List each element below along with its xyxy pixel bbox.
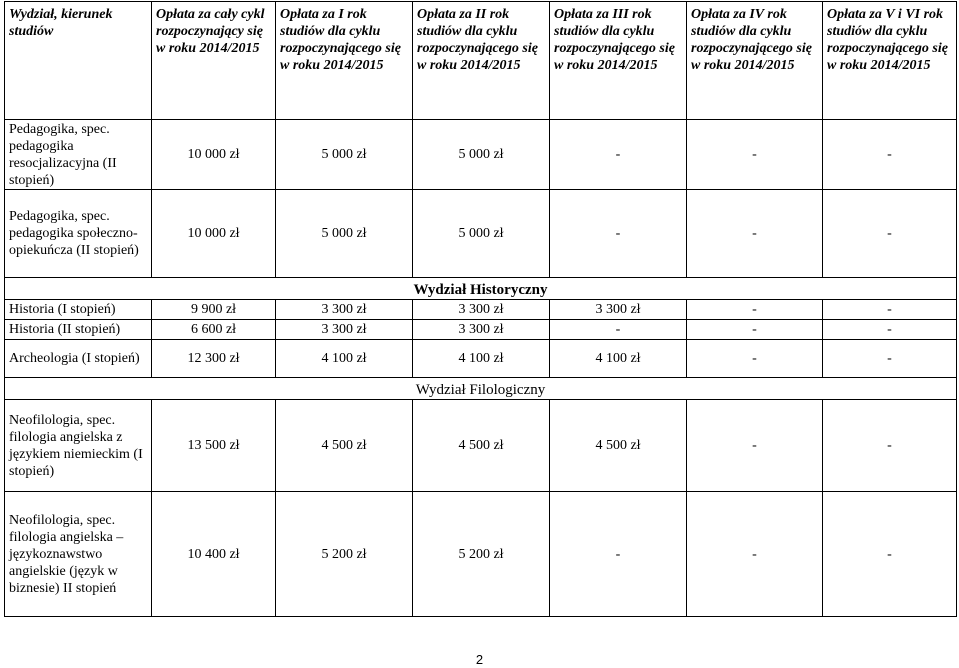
year2-fee: 5 000 zł [413, 120, 550, 190]
year1-fee: 3 300 zł [276, 300, 413, 320]
year5-6-fee: - [823, 400, 957, 492]
year1-fee: 5 000 zł [276, 120, 413, 190]
header-cell-total: Opłata za cały cykl rozpoczynający się w roku 2014/2015 [152, 2, 276, 120]
faculty-row [5, 278, 957, 300]
year3-fee: - [550, 320, 687, 340]
year2-fee: 4 100 zł [413, 340, 550, 378]
page-number: 2 [475, 652, 484, 667]
year4-fee: - [687, 320, 823, 340]
total-fee: 10 400 zł [152, 492, 276, 617]
faculty-row [5, 378, 957, 400]
table-row [5, 320, 957, 340]
fees-table [4, 1, 957, 617]
year2-fee: 4 500 zł [413, 400, 550, 492]
year1-fee: 5 200 zł [276, 492, 413, 617]
total-fee: 10 000 zł [152, 190, 276, 278]
year1-fee: 3 300 zł [276, 320, 413, 340]
table-row [5, 400, 957, 492]
program-name: Pedagogika, spec. pedagogika resocjalizacyjna (II stopień) [5, 120, 152, 190]
year3-fee: 4 100 zł [550, 340, 687, 378]
header-cell-year5-6: Opłata za V i VI rok studiów dla cyklu rozpoczynającego się w roku 2014/2015 [823, 2, 957, 120]
header-row [5, 2, 957, 120]
program-name: Historia (II stopień) [5, 320, 152, 340]
year1-fee: 4 100 zł [276, 340, 413, 378]
header-cell-year2: Opłata za II rok studiów dla cyklu rozpoczynającego się w roku 2014/2015 [413, 2, 550, 120]
year4-fee: - [687, 492, 823, 617]
year3-fee: - [550, 120, 687, 190]
year5-6-fee: - [823, 492, 957, 617]
header-cell-year3: Opłata za III rok studiów dla cyklu rozpoczynającego się w roku 2014/2015 [550, 2, 687, 120]
year5-6-fee: - [823, 340, 957, 378]
year4-fee: - [687, 120, 823, 190]
year2-fee: 5 200 zł [413, 492, 550, 617]
year4-fee: - [687, 400, 823, 492]
year4-fee: - [687, 190, 823, 278]
year5-6-fee: - [823, 320, 957, 340]
program-name: Neofilologia, spec. filologia angielska z językiem niemieckim (I stopień) [5, 400, 152, 492]
table-row [5, 120, 957, 190]
total-fee: 9 900 zł [152, 300, 276, 320]
faculty-heading: Wydział Filologiczny [5, 378, 957, 400]
header-cell-year1: Opłata za I rok studiów dla cyklu rozpoczynającego się w roku 2014/2015 [276, 2, 413, 120]
faculty-heading: Wydział Historyczny [5, 278, 957, 300]
header-cell-year4: Opłata za IV rok studiów dla cyklu rozpoczynającego się w roku 2014/2015 [687, 2, 823, 120]
table-row [5, 300, 957, 320]
year1-fee: 4 500 zł [276, 400, 413, 492]
year5-6-fee: - [823, 120, 957, 190]
year4-fee: - [687, 300, 823, 320]
table-row [5, 190, 957, 278]
total-fee: 13 500 zł [152, 400, 276, 492]
year2-fee: 5 000 zł [413, 190, 550, 278]
program-name: Archeologia (I stopień) [5, 340, 152, 378]
year2-fee: 3 300 zł [413, 300, 550, 320]
year1-fee: 5 000 zł [276, 190, 413, 278]
program-name: Pedagogika, spec. pedagogika społeczno-opiekuńcza (II stopień) [5, 190, 152, 278]
table-row [5, 340, 957, 378]
total-fee: 10 000 zł [152, 120, 276, 190]
year3-fee: 3 300 zł [550, 300, 687, 320]
table-row [5, 492, 957, 617]
year5-6-fee: - [823, 190, 957, 278]
year4-fee: - [687, 340, 823, 378]
header-cell-program: Wydział, kierunek studiów [5, 2, 152, 120]
program-name: Historia (I stopień) [5, 300, 152, 320]
year3-fee: - [550, 190, 687, 278]
total-fee: 12 300 zł [152, 340, 276, 378]
program-name: Neofilologia, spec. filologia angielska – językoznawstwo angielskie (język w biznesie) II stopień [5, 492, 152, 617]
year5-6-fee: - [823, 300, 957, 320]
year2-fee: 3 300 zł [413, 320, 550, 340]
year3-fee: 4 500 zł [550, 400, 687, 492]
year3-fee: - [550, 492, 687, 617]
total-fee: 6 600 zł [152, 320, 276, 340]
